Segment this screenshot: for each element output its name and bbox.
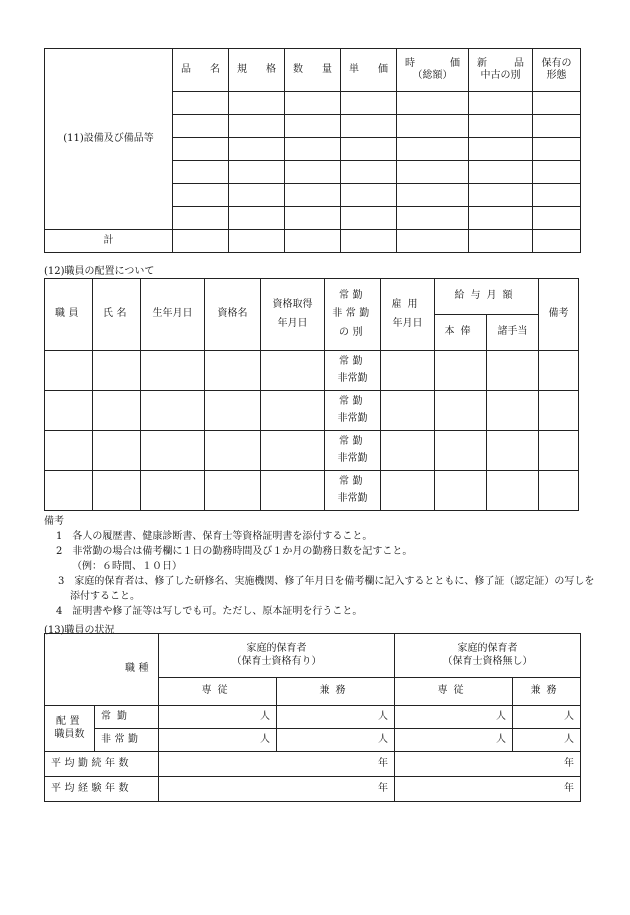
employment-type-cell: 常勤 非常勤 <box>325 391 381 431</box>
dedicated-b: 専従 <box>395 678 513 706</box>
header-new-used: 新 品 中古の別 <box>469 49 533 92</box>
unit-person: 人 <box>513 706 581 729</box>
dedicated-a: 専従 <box>159 678 277 706</box>
staff-placement-table <box>44 278 579 511</box>
header-base-salary: 本俸 <box>435 315 487 351</box>
staff-row <box>45 351 579 391</box>
staff-placement-title: (12)職員の配置について <box>44 266 155 277</box>
header-spec: 規 格 <box>229 49 285 92</box>
unit-year: 年 <box>159 777 395 802</box>
note-3: 3 家庭的保育者は、修了した研修名、実施機関、修了年月日を備考欄に記入するとともに、修了証（認定証）の写しを添付すること。 <box>58 576 595 602</box>
header-unit-price: 単 価 <box>341 49 397 92</box>
note-2: 2 非常勤の場合は備考欄に１日の勤務時間及び１か月の勤務日数を記すこと。 <box>56 546 413 557</box>
staff-row <box>45 471 579 511</box>
note-2-example: （例：６時間、１０日） <box>72 561 182 572</box>
header-staff: 職員 <box>45 279 93 351</box>
equipment-section-label: (11)設備及び備品等 <box>45 49 173 230</box>
header-item-name: 品 名 <box>173 49 229 92</box>
avg-experience-label: 平均経験年数 <box>45 777 159 802</box>
unit-person: 人 <box>395 706 513 729</box>
unit-person: 人 <box>277 729 395 752</box>
concurrent-a: 兼務 <box>277 678 395 706</box>
staff-status-table <box>44 633 581 802</box>
group-qualified: 家庭的保育者 （保育士資格有り） <box>159 634 395 678</box>
notes-title: 備考 <box>44 516 64 527</box>
header-qualification: 資格名 <box>205 279 261 351</box>
header-market-value: 時 価 （総額） <box>397 49 469 92</box>
header-qualification-date: 資格取得 年月日 <box>261 279 325 351</box>
header-allowances: 諸手当 <box>487 315 539 351</box>
full-time-label: 常勤 <box>95 706 159 729</box>
staff-row <box>45 431 579 471</box>
header-ownership: 保有の 形態 <box>533 49 581 92</box>
unit-person: 人 <box>395 729 513 752</box>
header-hire-date: 雇用 年月日 <box>381 279 435 351</box>
equipment-total-row <box>45 230 581 253</box>
employment-type-cell: 常勤 非常勤 <box>325 471 381 511</box>
part-time-label: 非常勤 <box>95 729 159 752</box>
concurrent-b: 兼務 <box>513 678 581 706</box>
employment-type-cell: 常勤 非常勤 <box>325 351 381 391</box>
header-employment-type: 常勤 非常勤 の別 <box>325 279 381 351</box>
header-monthly-salary: 給与月額 <box>435 279 539 315</box>
unit-year: 年 <box>159 752 395 777</box>
note-1: 1 各人の履歴書、健康診断書、保育士等資格証明書を添付すること。 <box>56 531 373 542</box>
job-type-label: 職種 <box>45 634 159 706</box>
unit-person: 人 <box>159 706 277 729</box>
header-name: 氏名 <box>93 279 141 351</box>
unit-person: 人 <box>159 729 277 752</box>
total-label: 計 <box>45 230 173 253</box>
staff-count-label: 配置 職員数 <box>45 706 95 752</box>
header-birthdate: 生年月日 <box>141 279 205 351</box>
group-unqualified: 家庭的保育者 （保育士資格無し） <box>395 634 581 678</box>
note-4: 4 証明書や修了証等は写しでも可。ただし、原本証明を行うこと。 <box>56 606 363 617</box>
unit-person: 人 <box>513 729 581 752</box>
employment-type-cell: 常勤 非常勤 <box>325 431 381 471</box>
equipment-table <box>44 48 581 253</box>
header-remarks: 備考 <box>539 279 579 351</box>
staff-status-title: (13)職員の状況 <box>44 625 115 636</box>
header-quantity: 数 量 <box>285 49 341 92</box>
unit-person: 人 <box>277 706 395 729</box>
unit-year: 年 <box>395 752 581 777</box>
unit-year: 年 <box>395 777 581 802</box>
avg-service-label: 平均勤続年数 <box>45 752 159 777</box>
staff-row <box>45 391 579 431</box>
notes-block <box>44 514 604 619</box>
